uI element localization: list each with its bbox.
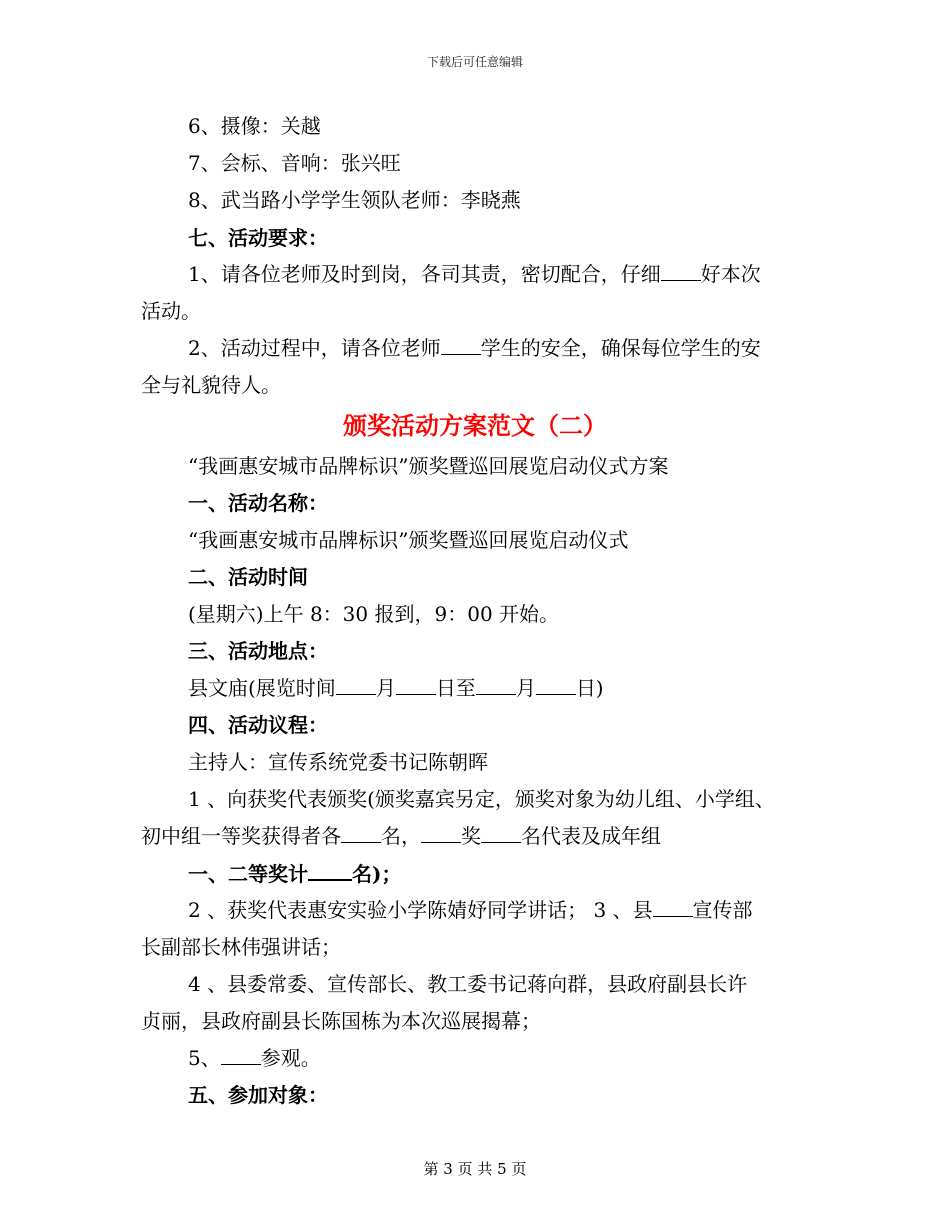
intro-line: “我画惠安城市品牌标识”颁奖暨巡回展览启动仪式方案 xyxy=(188,454,669,478)
paragraph-line xyxy=(141,822,661,850)
blank xyxy=(341,822,381,843)
section-heading: 五、参加对象： xyxy=(188,1083,328,1107)
paragraph-line: 长副部长林伟强讲话； xyxy=(141,935,341,959)
text: 学生的安全，确保每位学生的安 xyxy=(480,336,761,360)
text: 名代表及成年组 xyxy=(521,824,661,848)
text: 一、二等奖计 xyxy=(188,862,308,886)
blank xyxy=(308,859,352,881)
text: 日至 xyxy=(435,676,476,700)
text: 日) xyxy=(575,676,604,700)
paragraph-line: (星期六)上午 8：30 报到，9：00 开始。 xyxy=(188,602,560,626)
blank xyxy=(221,1044,261,1065)
document-title: 颁奖活动方案范文（二） xyxy=(343,411,607,440)
blank xyxy=(476,674,516,695)
paragraph-line: 活动。 xyxy=(141,299,201,323)
list-item: 7、会标、音响：张兴旺 xyxy=(188,151,401,175)
blank xyxy=(421,822,461,843)
paragraph-line: 主持人：宣传系统党委书记陈朝晖 xyxy=(188,750,488,774)
page-footer: 第 3 页 共 5 页 xyxy=(423,1160,527,1178)
paragraph-line xyxy=(188,1044,321,1072)
paragraph-line xyxy=(188,674,604,702)
blank xyxy=(336,674,376,695)
section-heading: 四、活动议程： xyxy=(188,713,328,737)
blank xyxy=(396,674,436,695)
text: 奖 xyxy=(461,824,481,848)
list-item: 8、武当路小学学生领队老师：李晓燕 xyxy=(188,188,521,212)
blank xyxy=(481,822,521,843)
text: 县文庙(展览时间 xyxy=(188,676,336,700)
text: 名， xyxy=(381,824,421,848)
text: 月 xyxy=(375,676,396,700)
blank xyxy=(441,334,481,355)
paragraph-line xyxy=(188,896,753,924)
paragraph-line: 全与礼貌待人。 xyxy=(141,373,281,397)
paragraph-line: “我画惠安城市品牌标识”颁奖暨巡回展览启动仪式 xyxy=(188,528,629,552)
section-heading: 二、活动时间 xyxy=(188,565,308,589)
paragraph-line: 贞丽，县政府副县长陈国栋为本次巡展揭幕； xyxy=(141,1009,541,1033)
text: 5、 xyxy=(188,1046,221,1070)
text: 参观。 xyxy=(260,1046,321,1070)
paragraph-line: 4 、县委常委、宣传部长、教工委书记蒋向群，县政府副县长许 xyxy=(188,972,748,996)
section-heading: 三、活动地点： xyxy=(188,639,328,663)
text: 1、请各位老师及时到岗，各司其责，密切配合，仔细 xyxy=(188,262,661,286)
text: 初中组一等奖获得者各 xyxy=(141,824,341,848)
paragraph-line xyxy=(188,334,761,362)
text: 宣传部 xyxy=(692,898,753,922)
paragraph-line xyxy=(188,859,401,888)
text: 2 、获奖代表惠安实验小学陈婧妤同学讲话； 3 、县 xyxy=(188,898,653,922)
section-heading: 一、活动名称： xyxy=(188,491,328,515)
text: 好本次 xyxy=(700,262,761,286)
blank xyxy=(536,674,576,695)
list-item: 6、摄像：关越 xyxy=(188,114,321,138)
page-header-note: 下载后可任意编辑 xyxy=(426,55,523,69)
text: 2、活动过程中，请各位老师 xyxy=(188,336,441,360)
paragraph-line xyxy=(188,260,761,288)
paragraph-line: 1 、向获奖代表颁奖(颁奖嘉宾另定，颁奖对象为幼儿组、小学组、 xyxy=(188,787,775,811)
blank xyxy=(653,896,693,917)
section-heading: 七、活动要求： xyxy=(188,226,328,250)
text: 月 xyxy=(515,676,536,700)
text: 名)； xyxy=(352,862,402,886)
blank xyxy=(661,260,701,281)
